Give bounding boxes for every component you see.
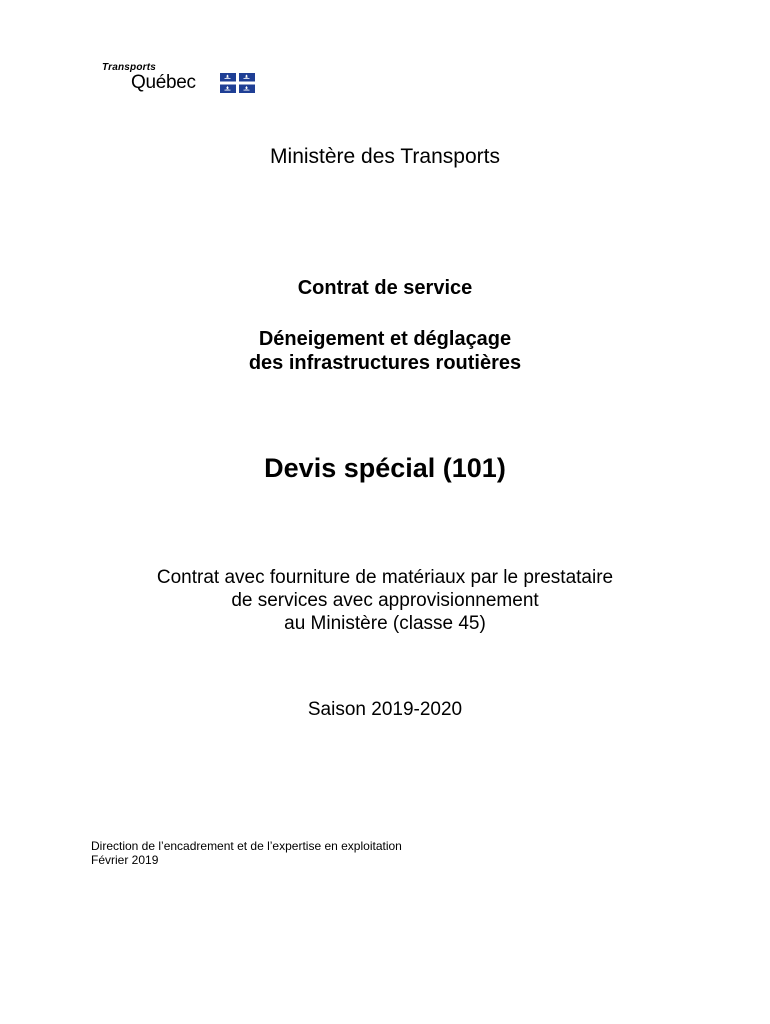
document-footer (91, 839, 402, 867)
description-line-1: Contrat avec fourniture de matériaux par le prestataire (156, 567, 614, 588)
description-line-2: de services avec approvisionnement (231, 590, 539, 611)
logo-quebec-text: Québec (131, 72, 196, 93)
quebec-flag-icon (220, 73, 255, 93)
description-line-3: au Ministère (classe 45) (284, 613, 486, 634)
contract-subject-line-1: Déneigement et déglaçage (258, 328, 512, 350)
transports-quebec-logo (102, 62, 262, 98)
document-title: Devis spécial (101) (264, 453, 506, 483)
logo-transports-text: Transports (102, 62, 157, 73)
footer-direction: Direction de l’encadrement et de l’expertise en exploitation (91, 839, 402, 853)
footer-date: Février 2019 (91, 853, 159, 867)
contract-subject-heading (0, 327, 770, 375)
contract-subject-line-2: des infrastructures routières (248, 352, 522, 374)
contract-type-heading: Contrat de service (297, 277, 473, 299)
contract-description (0, 566, 770, 635)
ministry-heading: Ministère des Transports (270, 145, 500, 168)
season-label: Saison 2019-2020 (307, 699, 463, 720)
